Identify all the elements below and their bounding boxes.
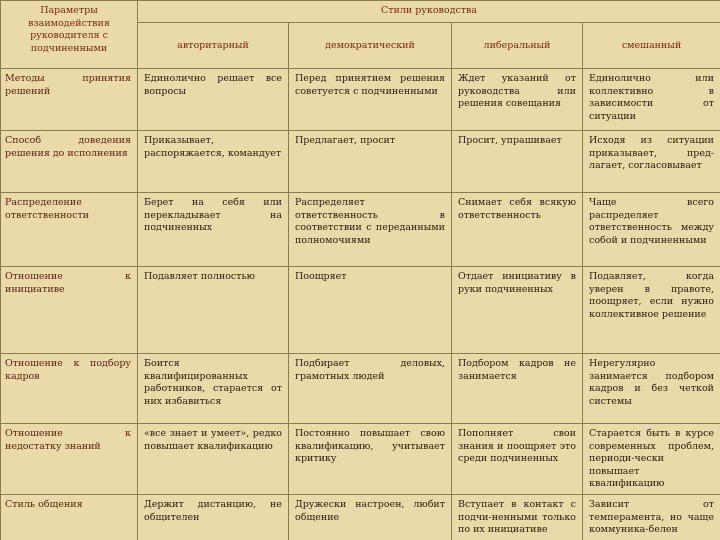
style-header-authoritarian: авторитарный — [138, 23, 289, 69]
row-label: Отношение к подбору кадров — [1, 354, 138, 424]
style-header-liberal: либеральный — [452, 23, 583, 69]
table-cell: Поощряет — [289, 267, 452, 354]
table-cell: Единолично или коллективно в зависимости от ситуации — [583, 69, 720, 131]
styles-group-header: Стили руководства — [138, 1, 720, 23]
table-cell: Предлагает, просит — [289, 131, 452, 193]
table-cell: Подбирает деловых, грамотных людей — [289, 354, 452, 424]
row-label: Стиль общения — [1, 495, 138, 540]
table-row — [1, 267, 720, 354]
table-cell: Подавляет полностью — [138, 267, 289, 354]
table-cell: Чаще всего распределяет ответственность между собой и подчиненными — [583, 193, 720, 267]
table-row — [1, 424, 720, 495]
row-label: Отношение к инициативе — [1, 267, 138, 354]
table-cell: Просит, упрашивает — [452, 131, 583, 193]
table-cell: Ждет указаний от руководства или решения совещания — [452, 69, 583, 131]
table-cell: Держит дистанцию, не общителен — [138, 495, 289, 540]
style-header-mixed: смешанный — [583, 23, 720, 69]
table-cell: Перед принятием решения советуется с подчиненными — [289, 69, 452, 131]
table-cell: Подавляет, когда уверен в правоте, поощряет, если нужно коллективное решение — [583, 267, 720, 354]
table-cell: Зависит от темперамента, но чаще коммуника-белен — [583, 495, 720, 540]
row-label: Распределение ответственности — [1, 193, 138, 267]
table-row — [1, 354, 720, 424]
table-cell: Берет на себя или перекладывает на подчиненных — [138, 193, 289, 267]
table-cell: Старается быть в курсе современных проблем, периоди-чески повышает квалификацию — [583, 424, 720, 495]
table-cell: Дружески настроен, любит общение — [289, 495, 452, 540]
table-cell: Пополняет свои знания и поощряет это среди подчиненных — [452, 424, 583, 495]
table-cell: Вступает в контакт с подчи-ненными только по их инициативе — [452, 495, 583, 540]
table-row — [1, 69, 720, 131]
table-cell: Распределяет ответственность в соответствии с переданными полномочиями — [289, 193, 452, 267]
table-cell: Исходя из ситуации приказывает, пред-лагает, согласовывает — [583, 131, 720, 193]
table-cell: Единолично решает все вопросы — [138, 69, 289, 131]
style-header-democratic: демократический — [289, 23, 452, 69]
row-label: Способ доведения решения до исполнения — [1, 131, 138, 193]
row-label: Методы принятия решений — [1, 69, 138, 131]
table-row — [1, 193, 720, 267]
table-cell: Снимает себя всякую ответственность — [452, 193, 583, 267]
table-row — [1, 495, 720, 540]
table-cell: Подбором кадров не занимается — [452, 354, 583, 424]
table-cell: Боится квалифицированных работников, старается от них избавиться — [138, 354, 289, 424]
table-cell: Постоянно повышает свою квалификацию, учитывает критику — [289, 424, 452, 495]
param-header: Параметры взаимодействия руководителя с подчиненными — [1, 1, 138, 69]
table-cell: «все знает и умеет», редко повышает квалификацию — [138, 424, 289, 495]
table-row — [1, 131, 720, 193]
table-cell: Нерегулярно занимается подбором кадров и без четкой системы — [583, 354, 720, 424]
table-cell: Приказывает, распоряжается, командует — [138, 131, 289, 193]
table-cell: Отдает инициативу в руки подчиненных — [452, 267, 583, 354]
row-label: Отношение к недостатку знаний — [1, 424, 138, 495]
